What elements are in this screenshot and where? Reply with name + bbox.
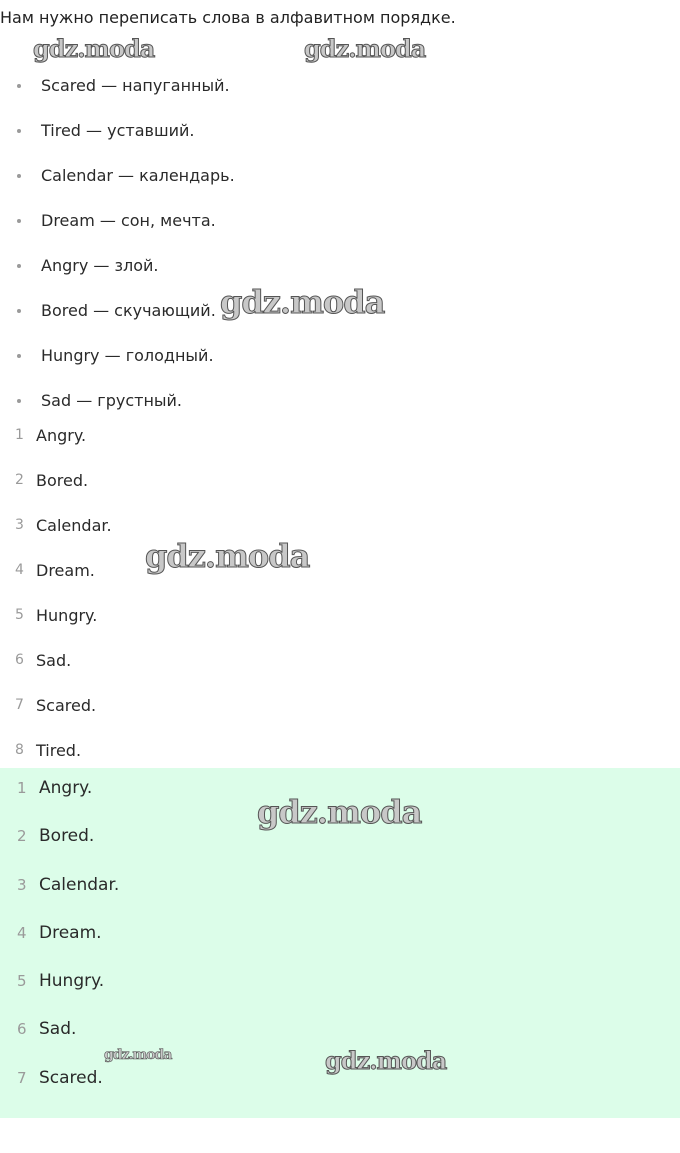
list-item: 2 Bored. xyxy=(17,826,95,847)
bullet-icon xyxy=(17,129,21,133)
watermark: gdz.moda xyxy=(304,34,426,63)
watermark: gdz.moda xyxy=(33,34,155,63)
list-item: Dream — сон, мечта. xyxy=(0,198,680,243)
list-item: 3 Calendar. xyxy=(17,874,120,895)
list-item: 3 Calendar. xyxy=(15,516,112,535)
bullet-icon xyxy=(17,84,21,88)
list-item: 7 Scared. xyxy=(15,696,97,715)
list-item: Tired — уставший. xyxy=(0,108,680,153)
list-item: 5 Hungry. xyxy=(17,971,105,992)
ordered-list xyxy=(0,413,680,773)
bullet-icon xyxy=(17,174,21,178)
list-item: 1 Angry. xyxy=(17,778,93,798)
list-item: 1 Angry. xyxy=(15,426,87,445)
watermark: gdz.moda xyxy=(145,537,310,575)
watermark: gdz.moda xyxy=(104,1047,172,1063)
list-item: 7 Scared. xyxy=(17,1067,103,1088)
list-item: 5 Hungry. xyxy=(15,606,98,625)
list-item: 8 Tired. xyxy=(15,741,82,760)
list-item: Sad — грустный. xyxy=(0,378,680,423)
bullet-icon xyxy=(17,264,21,268)
bullet-icon xyxy=(17,219,21,223)
list-item: 6 Sad. xyxy=(17,1019,77,1040)
bullet-icon xyxy=(17,354,21,358)
list-item: Bored — скучающий. xyxy=(0,288,680,333)
list-item: Angry — злой. xyxy=(0,243,680,288)
bullet-icon xyxy=(17,399,21,403)
watermark: gdz.moda xyxy=(220,283,385,321)
list-item: Scared — напуганный. xyxy=(0,63,680,108)
watermark: gdz.moda xyxy=(257,793,422,831)
list-item: 4 Dream. xyxy=(15,561,95,580)
list-item: Hungry — голодный. xyxy=(0,333,680,378)
intro-text: Нам нужно переписать слова в алфавитном порядке. xyxy=(0,8,456,27)
list-item: 4 Dream. xyxy=(17,922,102,943)
list-item: Calendar — календарь. xyxy=(0,153,680,198)
bullet-list xyxy=(0,63,680,423)
list-item: 6 Sad. xyxy=(15,651,72,670)
list-item: 2 Bored. xyxy=(15,471,89,490)
bullet-icon xyxy=(17,309,21,313)
watermark: gdz.moda xyxy=(325,1046,447,1075)
